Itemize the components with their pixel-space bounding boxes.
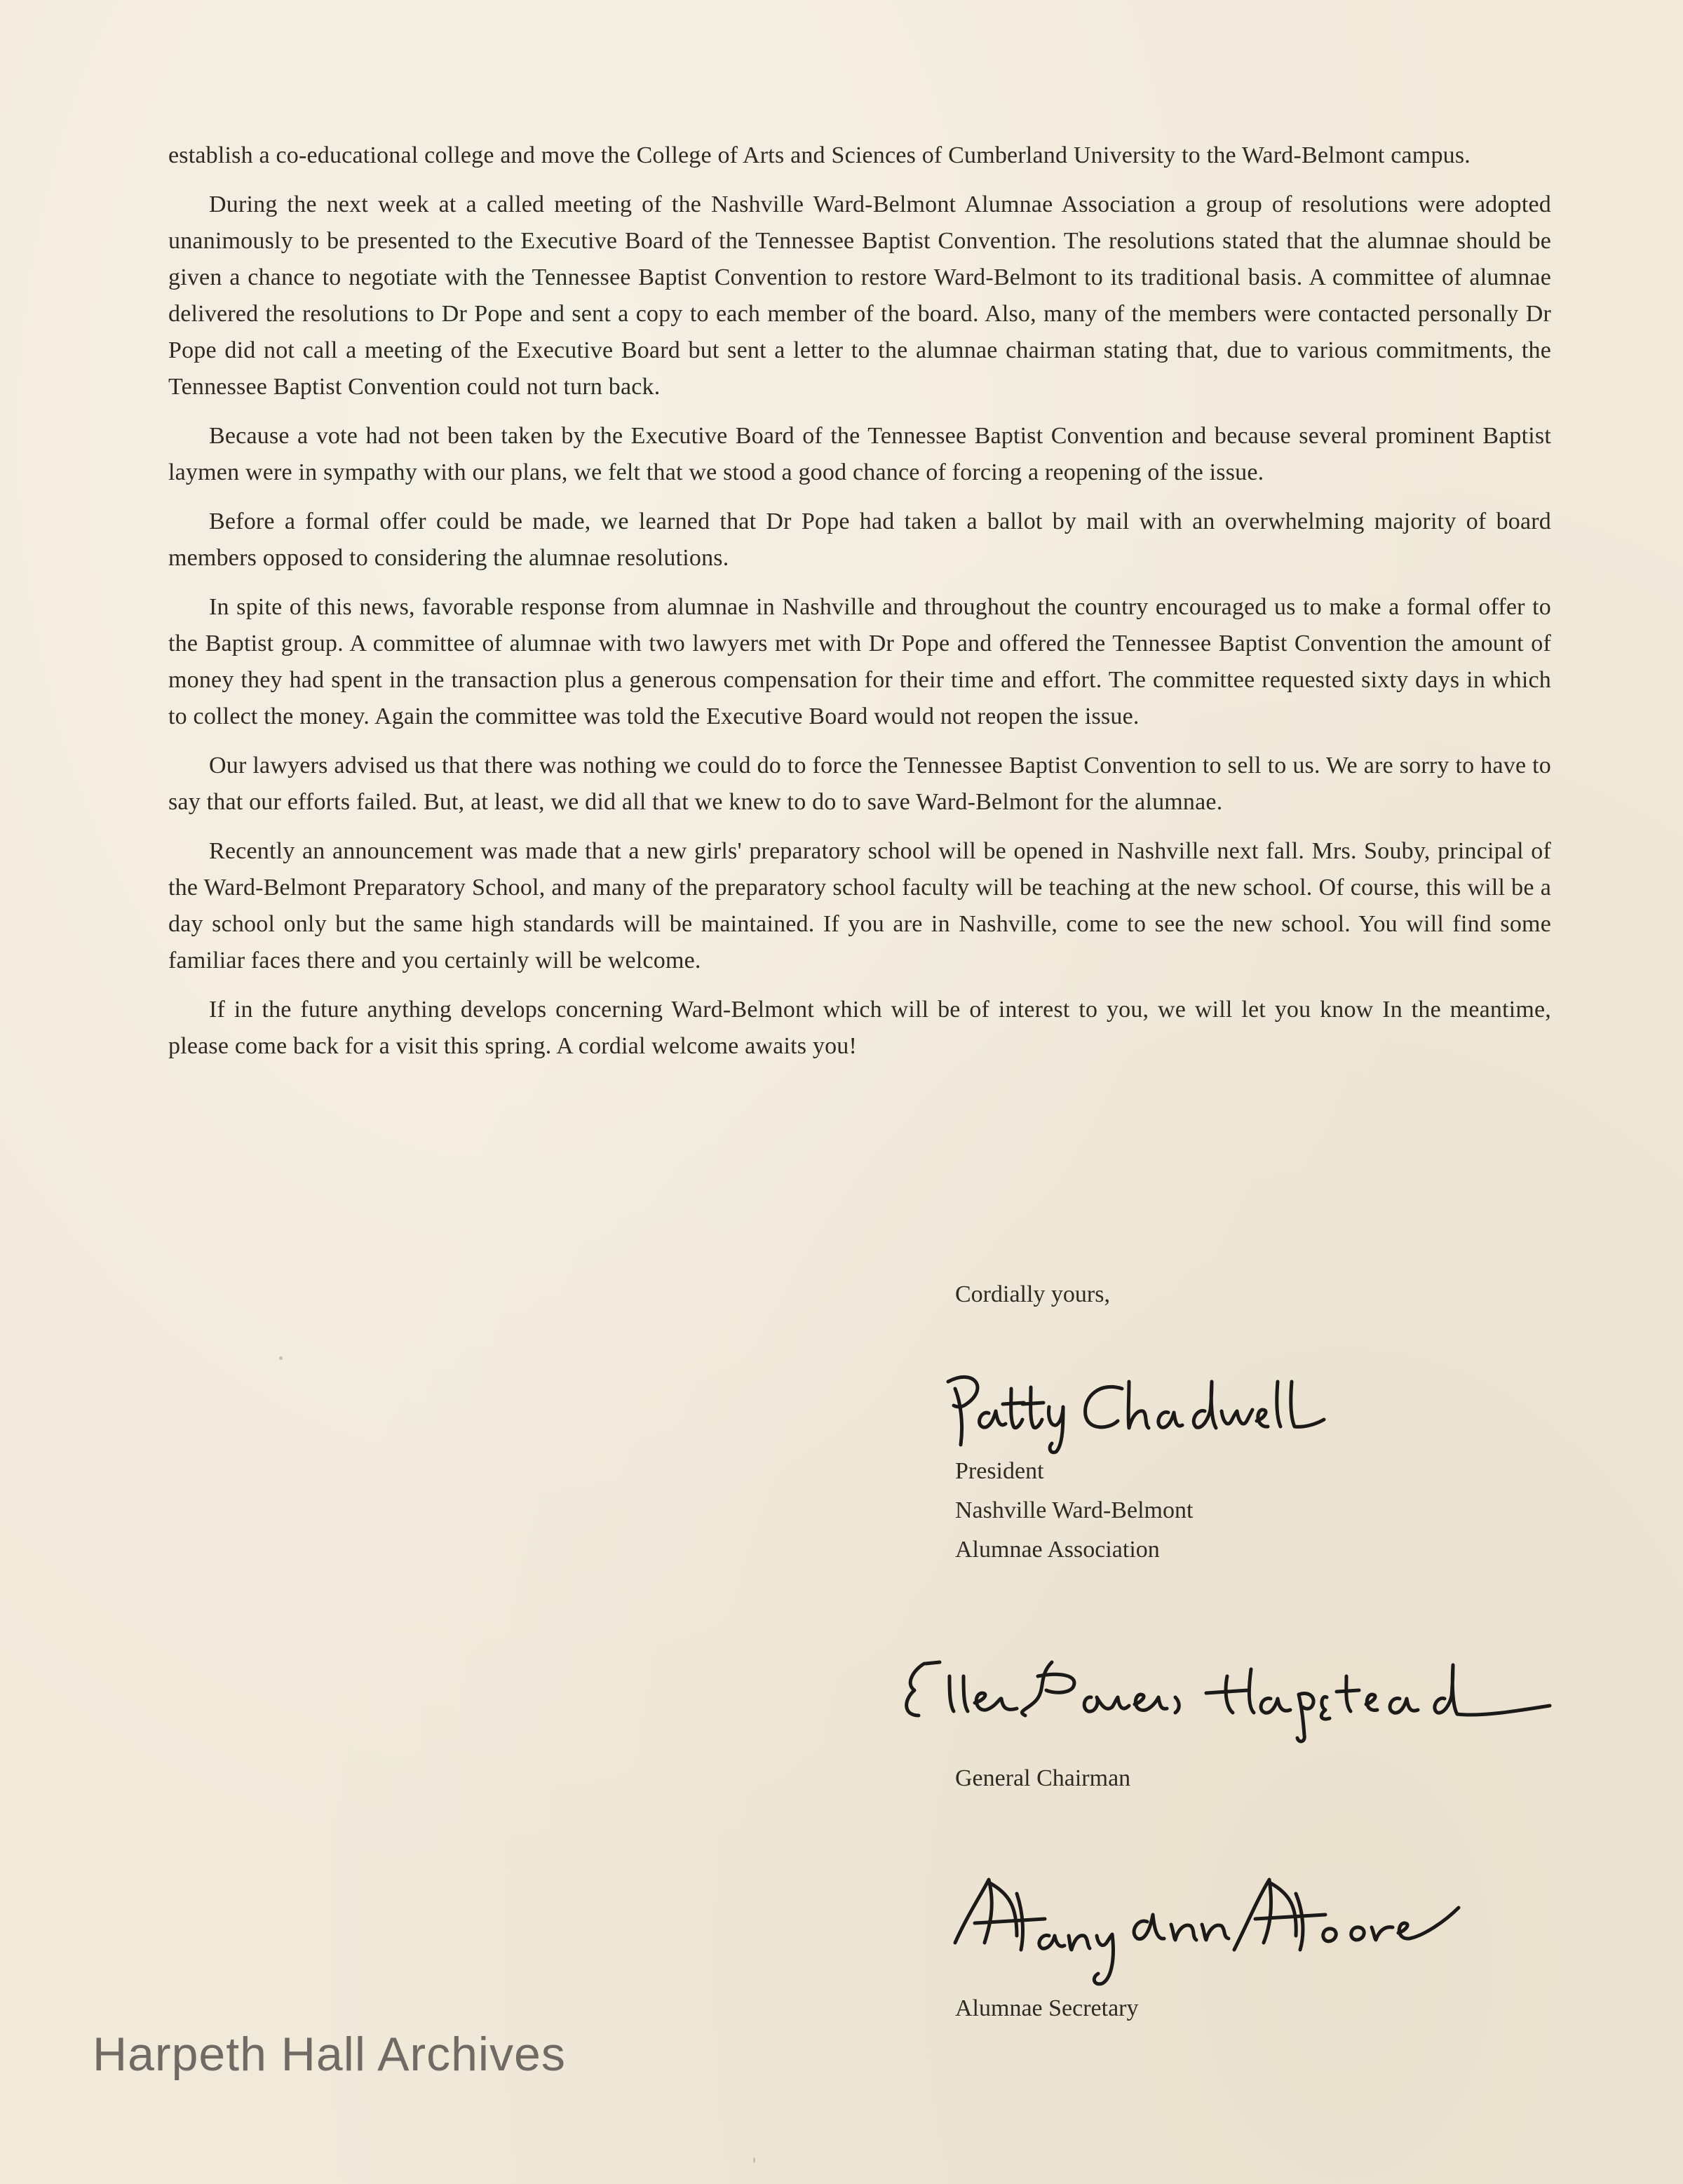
letter-paragraph: Recently an announcement was made that a new girls' preparatory school will be opened in Nashville next fall. Mrs. Souby, principal of the Ward-Belmont Preparatory School, and many of the preparatory school faculty will be teaching at the new school. Of course, this will be a day school only but the same high standards will be maintained. If you are in Nashville, come to see the new school. You will find some familiar faces there and you certainly will be welcome. (168, 838, 1551, 973)
closing-salutation: Cordially yours, (955, 1281, 1110, 1307)
signatory-title-line: General Chairman (955, 1765, 1131, 1791)
letter-paragraph: establish a co-educational college and move the College of Arts and Sciences of Cumberland University to the Ward-Belmont campus. (168, 142, 1471, 168)
signatory-title-line: Alumnae Secretary (955, 1995, 1139, 2021)
alumnae-secretary-signature (940, 1866, 1473, 1992)
letter-paragraph: In spite of this news, favorable response from alumnae in Nashville and throughout the country encouraged us to make a formal offer to the Baptist group. A committee of alumnae with two lawyers met with Dr Pope and offered the Tennessee Baptist Convention the amount of money they had spent in the transaction plus a generous compensation for their time and effort. The committee requested sixty days in which to collect the money. Again the committee was told the Executive Board would not reopen the issue. (168, 594, 1551, 729)
paper-speck (753, 2157, 755, 2163)
paper-speck (279, 1356, 283, 1360)
letter-body (168, 137, 1551, 1077)
archive-watermark: Harpeth Hall Archives (93, 2028, 566, 2081)
letter-paragraph: During the next week at a called meeting of the Nashville Ward-Belmont Alumnae Association a group of resolutions were adopted unanimously to be presented to the Executive Board of the Tennessee Baptist Convention. The resolutions stated that the alumnae should be given a chance to negotiate with the Tennessee Baptist Convention to restore Ward-Belmont to its traditional basis. A committee of alumnae delivered the resolutions to Dr Pope and sent a copy to each member of the board. Also, many of the members were contacted personally Dr Pope did not call a meeting of the Executive Board but sent a letter to the alumnae chairman stating that, due to various commitments, the Tennessee Baptist Convention could not turn back. (168, 191, 1551, 400)
signatory-title-line: Nashville Ward-Belmont (955, 1497, 1194, 1523)
letter-paragraph: Before a formal offer could be made, we learned that Dr Pope had taken a ballot by mail with an overwhelming majority of board members opposed to considering the alumnae resolutions. (168, 508, 1551, 571)
signatory-title-line: President (955, 1458, 1044, 1484)
letter-paragraph: If in the future anything develops concerning Ward-Belmont which will be of interest to you, we will let you know In the meantime, please come back for a visit this spring. A cordial welcome awaits you! (168, 997, 1551, 1059)
general-chairman-signature (898, 1648, 1557, 1746)
signatory-title-line: Alumnae Association (955, 1537, 1160, 1563)
president-signature (933, 1361, 1325, 1459)
letter-paragraph: Our lawyers advised us that there was nothing we could do to force the Tennessee Baptist Convention to sell to us. We are sorry to have to say that our efforts failed. But, at least, we did all that we knew to do to save Ward-Belmont for the alumnae. (168, 753, 1551, 815)
alumnae-secretary-title-block (955, 1989, 1139, 2028)
president-title-block (955, 1452, 1193, 1570)
general-chairman-title-block (955, 1759, 1130, 1798)
letter-paragraph: Because a vote had not been taken by the Executive Board of the Tennessee Baptist Convention and because several prominent Baptist laymen were in sympathy with our plans, we felt that we stood a good chance of forcing a reopening of the issue. (168, 423, 1551, 485)
